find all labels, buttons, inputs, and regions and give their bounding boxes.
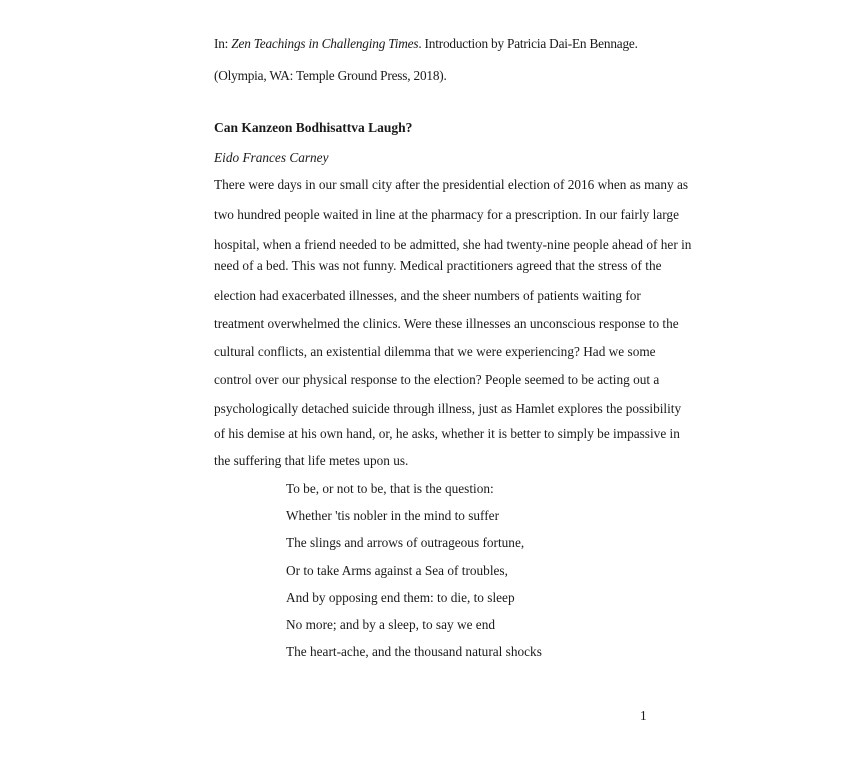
paragraph-line: need of a bed. This was not funny. Medical practitioners agreed that the stress of the bbox=[214, 258, 662, 273]
paragraph-line: control over our physical response to the election? People seemed to be acting out a bbox=[214, 372, 660, 387]
paragraph-line: There were days in our small city after the presidential election of 2016 when as many as bbox=[214, 177, 689, 192]
paragraph-line: psychologically detached suicide through illness, just as Hamlet explores the possibility bbox=[214, 401, 682, 416]
citation-prefix: In: bbox=[214, 36, 232, 51]
verse-line: Whether 'tis nobler in the mind to suffer bbox=[286, 508, 500, 523]
book-title: Zen Teachings in Challenging Times bbox=[231, 36, 419, 51]
verse-line: The heart-ache, and the thousand natural shocks bbox=[286, 644, 542, 659]
paragraph-line: two hundred people waited in line at the pharmacy for a prescription. In our fairly large bbox=[214, 207, 679, 222]
citation-line bbox=[214, 36, 638, 52]
publication-info: (Olympia, WA: Temple Ground Press, 2018). bbox=[214, 68, 447, 83]
verse-line: To be, or not to be, that is the question: bbox=[286, 481, 494, 496]
essay-author: Eido Frances Carney bbox=[214, 150, 329, 165]
page-number: 1 bbox=[640, 708, 647, 723]
paragraph-line: the suffering that life metes upon us. bbox=[214, 453, 409, 468]
verse-line: The slings and arrows of outrageous fortune, bbox=[286, 535, 525, 550]
paragraph-line: cultural conflicts, an existential dilemma that we were experiencing? Had we some bbox=[214, 344, 656, 359]
paragraph-line: hospital, when a friend needed to be admitted, she had twenty-nine people ahead of her in bbox=[214, 237, 692, 252]
verse-line: Or to take Arms against a Sea of troubles, bbox=[286, 563, 508, 578]
paragraph-line: of his demise at his own hand, or, he asks, whether it is better to simply be impassive in bbox=[214, 426, 680, 441]
paragraph-line: treatment overwhelmed the clinics. Were these illnesses an unconscious response to the bbox=[214, 316, 679, 331]
citation-introduction: . Introduction by Patricia Dai-En Bennage. bbox=[418, 36, 638, 51]
verse-line: And by opposing end them: to die, to sleep bbox=[286, 590, 515, 605]
essay-title: Can Kanzeon Bodhisattva Laugh? bbox=[214, 120, 413, 135]
verse-line: No more; and by a sleep, to say we end bbox=[286, 617, 495, 632]
paragraph-line: election had exacerbated illnesses, and the sheer numbers of patients waiting for bbox=[214, 288, 641, 303]
